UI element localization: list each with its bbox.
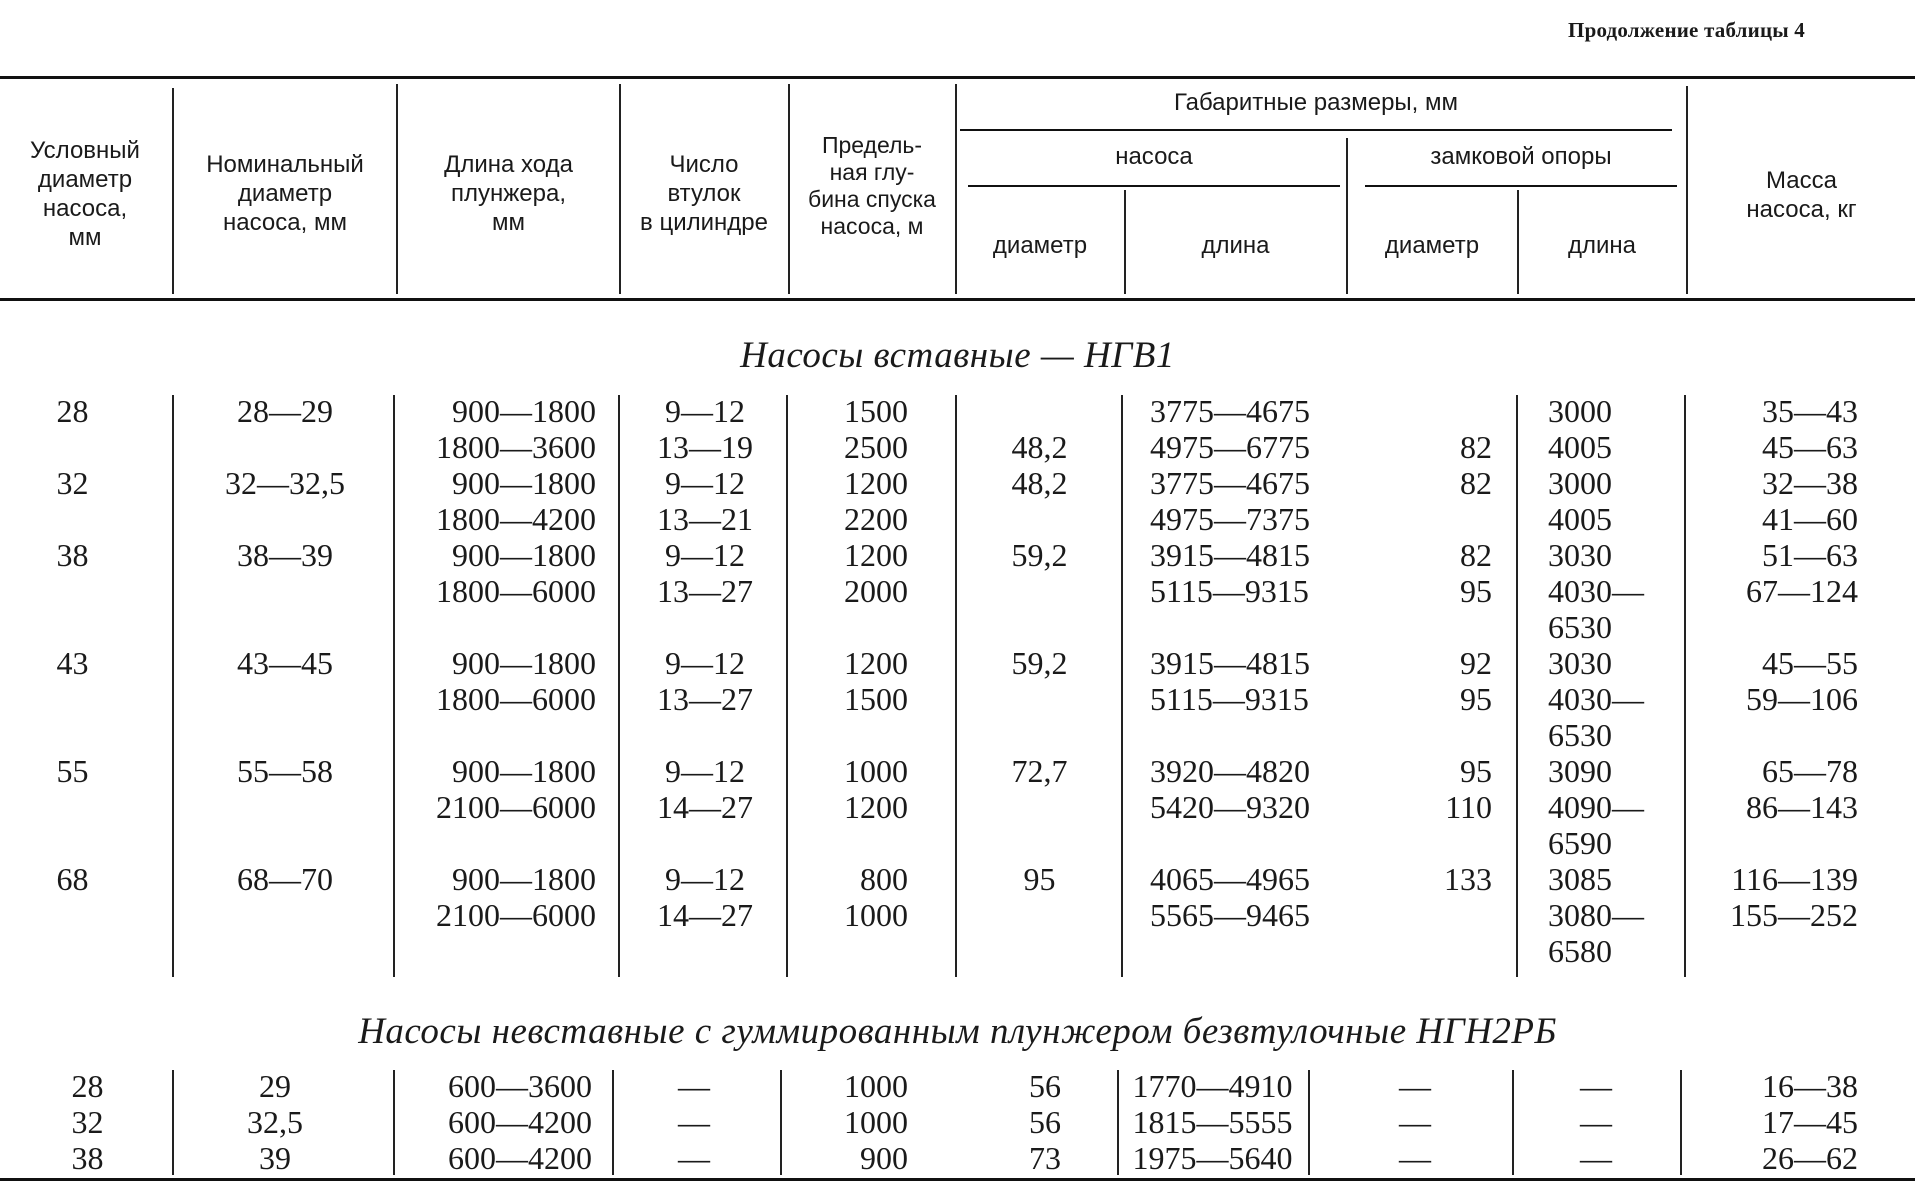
cell: 28 <box>56 393 89 429</box>
cell: 5115—9315 <box>1150 681 1309 717</box>
cell: 1000 <box>844 897 908 933</box>
cell: 3080— <box>1548 897 1644 933</box>
body-vline <box>780 1070 782 1175</box>
cell <box>400 825 596 861</box>
cell <box>962 717 1117 753</box>
header-bottom-rule <box>0 298 1915 301</box>
cell <box>180 717 390 753</box>
cell: 4030— <box>1548 573 1644 609</box>
cell: 1000 <box>844 1104 908 1140</box>
cell: 32,5 <box>247 1104 303 1140</box>
s1-col-nominal-size <box>0 393 145 933</box>
cell: 4030— <box>1548 681 1644 717</box>
s1-col-sleeves <box>630 393 780 933</box>
cell: 59,2 <box>1011 537 1068 573</box>
cell: — <box>1399 1104 1431 1140</box>
header-gabarit: Габаритные размеры, мм <box>1173 89 1458 116</box>
cell: 3000 <box>1548 393 1612 429</box>
cell: 1500 <box>844 393 908 429</box>
cell: 43 <box>56 645 89 681</box>
cell: 1770—4910 <box>1132 1068 1293 1104</box>
cell <box>1700 609 1858 645</box>
cell: 600—4200 <box>448 1140 592 1176</box>
body-vline <box>955 395 957 977</box>
cell <box>180 501 390 537</box>
cell: 82 <box>1460 537 1492 573</box>
cell: 4065—4965 <box>1150 861 1310 897</box>
cell: 92 <box>1460 645 1492 681</box>
cell: 9—12 <box>665 753 745 789</box>
cell: 95 <box>1460 573 1492 609</box>
bottom-rule <box>0 1178 1915 1181</box>
cell: — <box>1580 1140 1612 1176</box>
cell: 56 <box>1029 1104 1061 1140</box>
cell: 3030 <box>1548 645 1612 681</box>
cell: 1200 <box>844 465 908 501</box>
body-vline <box>1680 1070 1682 1175</box>
cell: 116—139 <box>1731 861 1858 897</box>
cell <box>0 897 145 933</box>
cell <box>180 825 390 861</box>
cell <box>1340 897 1492 933</box>
cell: 600—4200 <box>448 1104 592 1140</box>
cell: 1200 <box>844 537 908 573</box>
cell <box>180 609 390 645</box>
cell: 900 <box>860 1140 908 1176</box>
cell: 32—38 <box>1762 465 1858 501</box>
s1-col-pump-length <box>1150 393 1340 933</box>
body-vline <box>786 395 788 977</box>
cell <box>1700 717 1858 753</box>
cell: 1800—6000 <box>436 681 596 717</box>
cell <box>1340 825 1492 861</box>
cell: 1815—5555 <box>1132 1104 1293 1140</box>
cell <box>0 789 145 825</box>
cell: 16—38 <box>1762 1068 1858 1104</box>
cell: 48,2 <box>1011 429 1068 465</box>
cell: 4975—6775 <box>1150 429 1310 465</box>
cell <box>962 825 1117 861</box>
cell <box>1340 393 1492 429</box>
cell <box>630 825 780 861</box>
s1-col-lock-length <box>1548 393 1678 969</box>
header-vline <box>1346 138 1348 294</box>
cell: 82 <box>1460 465 1492 501</box>
cell: 3775—4675 <box>1150 465 1310 501</box>
section-title-ngn2rb: Насосы невставные с гуммированным плунжером безвтулочные НГН2РБ <box>358 1011 1557 1052</box>
cell <box>962 501 1117 537</box>
cell: 13—27 <box>657 681 753 717</box>
cell <box>0 501 145 537</box>
cell: 14—27 <box>657 789 753 825</box>
cell: 48,2 <box>1011 465 1068 501</box>
cell: — <box>1399 1140 1431 1176</box>
cell: — <box>1399 1068 1431 1104</box>
body-vline <box>393 395 395 977</box>
cell: 32 <box>56 465 89 501</box>
header-zamkovoy: замковой опоры <box>1430 143 1612 170</box>
cell: 5420—9320 <box>1150 789 1310 825</box>
cell: 68 <box>56 861 89 897</box>
cell: 1800—4200 <box>436 501 596 537</box>
s1-col-max-depth <box>800 393 908 933</box>
cell: 6590 <box>1548 825 1612 861</box>
section-title-ngv1: Насосы вставные — НГВ1 <box>740 335 1175 376</box>
cell: 95 <box>1023 861 1056 897</box>
body-vline <box>1308 1070 1310 1175</box>
cell: 38 <box>56 537 89 573</box>
body-vline <box>1117 1070 1119 1175</box>
cell: 1800—3600 <box>436 429 596 465</box>
cell <box>1340 717 1492 753</box>
s1-col-stroke-length <box>400 393 596 933</box>
cell: 26—62 <box>1762 1140 1858 1176</box>
cell <box>962 897 1117 933</box>
cell: 2100—6000 <box>436 789 596 825</box>
cell: 1800—6000 <box>436 573 596 609</box>
cell: 72,7 <box>1011 753 1068 789</box>
body-vline <box>1121 395 1123 977</box>
cell <box>962 681 1117 717</box>
cell: 800 <box>860 861 908 897</box>
header-col-mass: Масса насоса, кг <box>1746 167 1857 223</box>
cell: 29 <box>259 1068 291 1104</box>
cell: 110 <box>1445 789 1492 825</box>
cell <box>0 825 145 861</box>
zamkovoy-rule <box>1365 185 1677 187</box>
cell <box>0 429 145 465</box>
cell <box>0 717 145 753</box>
cell: 3090 <box>1548 753 1612 789</box>
cell <box>0 609 145 645</box>
cell <box>180 897 390 933</box>
cell: 6530 <box>1548 609 1612 645</box>
cell: 4090— <box>1548 789 1644 825</box>
cell: 86—143 <box>1746 789 1858 825</box>
cell: 2500 <box>844 429 908 465</box>
header-col-max-depth: Предель- ная глу- бина спуска насоса, м <box>808 132 936 239</box>
header-col-nominal-diameter: Номинальный диаметр насоса, мм <box>206 151 364 236</box>
cell: 65—78 <box>1762 753 1858 789</box>
header-vline <box>396 84 398 294</box>
cell: 14—27 <box>657 897 753 933</box>
cell: 38 <box>71 1140 104 1176</box>
s1-col-lock-diameter <box>1340 393 1492 933</box>
cell: 2200 <box>844 501 908 537</box>
cell: 28 <box>71 1068 104 1104</box>
cell: 45—63 <box>1762 429 1858 465</box>
top-rule <box>0 76 1915 79</box>
cell: 900—1800 <box>452 537 596 573</box>
body-vline <box>618 395 620 977</box>
header-pump-length: длина <box>1201 232 1270 259</box>
cell: 5565—9465 <box>1150 897 1310 933</box>
s1-col-nominal-diameter <box>180 393 390 933</box>
cell: 68—70 <box>237 861 333 897</box>
cell <box>400 717 596 753</box>
s1-col-mass <box>1700 393 1858 933</box>
cell <box>180 789 390 825</box>
cell: 55 <box>56 753 89 789</box>
header-pump-diameter: диаметр <box>992 232 1088 259</box>
cell: 73 <box>1029 1140 1061 1176</box>
cell: 55—58 <box>237 753 333 789</box>
header-col-nominal-size: Условный диаметр насоса, мм <box>30 137 140 251</box>
header-lock-diameter: диаметр <box>1384 232 1480 259</box>
cell: 4005 <box>1548 501 1612 537</box>
cell: 1500 <box>844 681 908 717</box>
cell: 900—1800 <box>452 753 596 789</box>
cell: 82 <box>1460 429 1492 465</box>
cell: 32 <box>71 1104 104 1140</box>
cell <box>962 393 1117 429</box>
body-vline <box>172 395 174 977</box>
cell: 3085 <box>1548 861 1612 897</box>
cell: 13—21 <box>657 501 753 537</box>
cell <box>1700 825 1858 861</box>
cell <box>630 717 780 753</box>
cell: 9—12 <box>665 645 745 681</box>
cell <box>180 681 390 717</box>
cell: 1200 <box>844 789 908 825</box>
cell <box>400 609 596 645</box>
cell: 9—12 <box>665 465 745 501</box>
cell: 6580 <box>1548 933 1612 969</box>
cell: 900—1800 <box>452 645 596 681</box>
cell <box>800 825 908 861</box>
cell: 2000 <box>844 573 908 609</box>
header-vline <box>172 88 174 294</box>
body-vline <box>393 1070 395 1175</box>
cell: 39 <box>259 1140 291 1176</box>
cell: 4005 <box>1548 429 1612 465</box>
cell: 38—39 <box>237 537 333 573</box>
cell: 45—55 <box>1762 645 1858 681</box>
cell <box>800 717 908 753</box>
cell: — <box>678 1140 710 1176</box>
header-lock-length: длина <box>1567 232 1636 259</box>
cell: 5115—9315 <box>1150 573 1309 609</box>
cell: 4975—7375 <box>1150 501 1310 537</box>
cell: 59,2 <box>1011 645 1068 681</box>
nasosa-rule <box>968 185 1340 187</box>
cell: 67—124 <box>1746 573 1858 609</box>
header-nasosa: насоса <box>1115 143 1193 170</box>
cell <box>0 573 145 609</box>
cell: — <box>1580 1104 1612 1140</box>
cell: 32—32,5 <box>225 465 345 501</box>
header-vline <box>955 84 957 294</box>
cell <box>800 609 908 645</box>
cell: — <box>1580 1068 1612 1104</box>
cell: 95 <box>1460 681 1492 717</box>
cell: 3915—4815 <box>1150 645 1310 681</box>
cell: 2100—6000 <box>436 897 596 933</box>
cell <box>1340 501 1492 537</box>
cell: 3920—4820 <box>1150 753 1310 789</box>
gabarit-rule <box>960 129 1672 131</box>
header-col-stroke-length: Длина хода плунжера, мм <box>444 151 573 236</box>
cell: 9—12 <box>665 537 745 573</box>
cell: 51—63 <box>1762 537 1858 573</box>
cell: 133 <box>1444 861 1492 897</box>
cell: — <box>678 1068 710 1104</box>
cell: 900—1800 <box>452 465 596 501</box>
cell <box>180 573 390 609</box>
header-col-sleeves: Число втулок в цилиндре <box>640 151 768 236</box>
body-vline <box>1516 395 1518 977</box>
s1-col-pump-diameter <box>962 393 1117 933</box>
cell: 600—3600 <box>448 1068 592 1104</box>
cell <box>180 429 390 465</box>
cell: 1975—5640 <box>1132 1140 1293 1176</box>
cell: 17—45 <box>1762 1104 1858 1140</box>
cell: 900—1800 <box>452 393 596 429</box>
cell <box>1340 609 1492 645</box>
cell: 1000 <box>844 1068 908 1104</box>
body-vline <box>1684 395 1686 977</box>
cell: 9—12 <box>665 861 745 897</box>
cell: 900—1800 <box>452 861 596 897</box>
cell <box>962 609 1117 645</box>
cell: 3775—4675 <box>1150 393 1310 429</box>
cell: 3000 <box>1548 465 1612 501</box>
cell: 13—19 <box>657 429 753 465</box>
cell: 59—106 <box>1746 681 1858 717</box>
cell: 43—45 <box>237 645 333 681</box>
cell: 28—29 <box>237 393 333 429</box>
cell: 1000 <box>844 753 908 789</box>
cell: 3030 <box>1548 537 1612 573</box>
cell: 13—27 <box>657 573 753 609</box>
cell: 95 <box>1460 753 1492 789</box>
cell <box>962 573 1117 609</box>
cell <box>630 609 780 645</box>
cell: 41—60 <box>1762 501 1858 537</box>
cell: — <box>678 1104 710 1140</box>
cell <box>1150 717 1340 753</box>
cell: 6530 <box>1548 717 1612 753</box>
cell <box>962 789 1117 825</box>
cell: 56 <box>1029 1068 1061 1104</box>
cell <box>1150 825 1340 861</box>
cell: 1200 <box>844 645 908 681</box>
cell: 35—43 <box>1762 393 1858 429</box>
cell: 155—252 <box>1730 897 1858 933</box>
cell: 3915—4815 <box>1150 537 1310 573</box>
cell <box>0 681 145 717</box>
cell: 9—12 <box>665 393 745 429</box>
cell <box>1150 609 1340 645</box>
table-continuation-label: Продолжение таблицы 4 <box>1568 18 1805 42</box>
